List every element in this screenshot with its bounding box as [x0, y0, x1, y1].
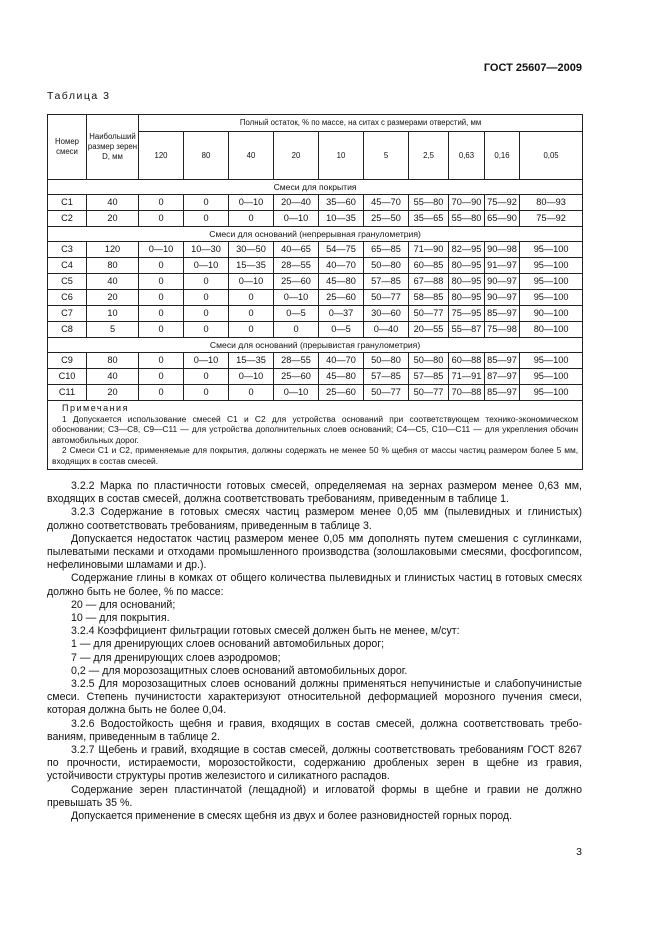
table-cell: 50—80: [409, 353, 449, 369]
table-cell: 40—70: [319, 353, 364, 369]
table-cell: 40: [87, 195, 139, 211]
table-row: [48, 353, 583, 369]
section-title: Смеси для оснований (прерывистая гранулометрия): [48, 338, 583, 353]
table-cell: 45—80: [319, 369, 364, 385]
table-row: [48, 306, 583, 322]
table-cell: 20: [87, 385, 139, 401]
paragraph: Допускается недостаток частиц размером менее 0,05 мм дополнять путем смешения с суглинками, пылеватыми песками и отходами промышленного производства (золошлаковыми смесями, фосфогипсом, нефелиновыми шламами и др.).: [47, 532, 582, 572]
table-cell: 25—60: [274, 369, 319, 385]
table-cell: 95—100: [520, 369, 583, 385]
table-cell: 95—100: [520, 242, 583, 258]
table-cell: 35—65: [409, 211, 449, 227]
table-cell: 0—10: [229, 369, 274, 385]
col-residue-header: Полный остаток, % по массе, на ситах с размерами отверстий, мм: [139, 115, 583, 132]
table-cell: 5: [87, 322, 139, 338]
table-cell: 0: [139, 211, 184, 227]
table-cell: 55—80: [449, 211, 485, 227]
paragraph: 7 — для дренирующих слоев аэродромов;: [71, 651, 281, 664]
table-cell: 80—95: [449, 290, 485, 306]
table-cell: 80—93: [520, 195, 583, 211]
table-cell: 0: [184, 290, 229, 306]
table-cell: 0: [139, 274, 184, 290]
table-cell: 25—60: [319, 290, 364, 306]
mix-id-cell: С2: [48, 211, 87, 227]
table-cell: 60—88: [449, 353, 485, 369]
table-body: [48, 180, 583, 401]
mix-id-cell: С7: [48, 306, 87, 322]
table-cell: 0: [139, 322, 184, 338]
table-cell: 75—95: [449, 306, 485, 322]
mix-id-cell: С9: [48, 353, 87, 369]
table-cell: 30—50: [229, 242, 274, 258]
table-cell: 0—37: [319, 306, 364, 322]
table-cell: 0: [184, 211, 229, 227]
table-row: [48, 274, 583, 290]
table-row: [48, 195, 583, 211]
sieve-header-cell: 2,5: [409, 132, 449, 180]
table-caption: Таблица 3: [47, 90, 111, 102]
table-cell: 40—65: [274, 242, 319, 258]
section-title: Смеси для оснований (непрерывная гранулометрия): [48, 227, 583, 242]
table-cell: 55—80: [409, 195, 449, 211]
col-size-header: Наибольший размер зерен D, мм: [87, 115, 139, 180]
table-cell: 70—88: [449, 385, 485, 401]
table-cell: 10—30: [184, 242, 229, 258]
mix-id-cell: С6: [48, 290, 87, 306]
paragraph: 1 — для дренирующих слоев оснований автомобильных дорог;: [71, 638, 385, 651]
table-cell: 0: [229, 322, 274, 338]
sieve-header-cell: 0,16: [485, 132, 520, 180]
table-row: [48, 322, 583, 338]
table-cell: 57—85: [409, 369, 449, 385]
table-cell: 0: [184, 195, 229, 211]
table-cell: 0: [184, 274, 229, 290]
table-cell: 25—60: [319, 385, 364, 401]
sieve-header-cell: 120: [139, 132, 184, 180]
table-cell: 0—10: [229, 195, 274, 211]
table-cell: 95—100: [520, 258, 583, 274]
sieve-header-cell: 20: [274, 132, 319, 180]
table-cell: 85—97: [485, 306, 520, 322]
paragraph: 10 — для покрытия.: [71, 612, 170, 625]
table-cell: 40: [87, 274, 139, 290]
table-cell: 0: [184, 385, 229, 401]
note-1: 1 Допускается использование смесей С1 и С2 для устройства оснований при соответствующем технико-экономическом обосновании; С3—С8, С9—С11 — для устройства дополнительных слоев оснований; С4—С5, С10—С11 — для укрепления обочин автомобильных дорог.: [52, 413, 579, 445]
mix-id-cell: С1: [48, 195, 87, 211]
table-cell: 50—77: [364, 385, 409, 401]
table-cell: 60—85: [409, 258, 449, 274]
table-cell: 0: [229, 211, 274, 227]
table-cell: 40: [87, 369, 139, 385]
table-cell: 20—40: [274, 195, 319, 211]
table-cell: 50—77: [364, 290, 409, 306]
paragraph: 3.2.7 Щебень и гравий, входящие в состав смесей, должны соответствовать требованиям ГОСТ 8267 по прочности, истираемости, морозостойкости, содержанию дробленых зерен в щебне из гравия, устойчивости структуры против железистого и силикатного распадов.: [47, 744, 582, 783]
paragraph: 3.2.2 Марка по пластичности готовых смесей, определяемая на зернах размером менее 0,63 мм, входящих в состав смесей, должна соответствовать требованиям, приведенным в таблице 1.: [47, 480, 582, 506]
table-row: [48, 211, 583, 227]
paragraph: Допускается применение в смесях щебня из двух и более разновидностей горных пород.: [71, 810, 513, 823]
table-cell: 20—55: [409, 322, 449, 338]
sieve-header-cell: 40: [229, 132, 274, 180]
table-row: [48, 242, 583, 258]
table-cell: 87—97: [485, 369, 520, 385]
paragraph: 3.2.4 Коэффициент фильтрации готовых смесей должен быть не менее, м/сут:: [71, 625, 460, 638]
table-cell: 0: [139, 306, 184, 322]
table-cell: 75—92: [485, 195, 520, 211]
table-cell: 50—77: [409, 306, 449, 322]
table-cell: 28—55: [274, 353, 319, 369]
sieve-header-cell: 10: [319, 132, 364, 180]
paragraph: 0,2 — для морозозащитных слоев оснований автомобильных дорог.: [71, 664, 408, 677]
mix-id-cell: С10: [48, 369, 87, 385]
table-cell: 90—97: [485, 274, 520, 290]
table-cell: 20: [87, 211, 139, 227]
table-cell: 30—60: [364, 306, 409, 322]
table-cell: 15—35: [229, 258, 274, 274]
table-cell: 57—85: [364, 369, 409, 385]
page-number: 3: [576, 846, 582, 858]
table-cell: 0—10: [274, 385, 319, 401]
table-cell: 0: [184, 369, 229, 385]
table-cell: 45—70: [364, 195, 409, 211]
table-cell: 50—77: [409, 385, 449, 401]
table-cell: 55—87: [449, 322, 485, 338]
table-cell: 95—100: [520, 353, 583, 369]
table-cell: 0—10: [139, 242, 184, 258]
section-title: Смеси для покрытия: [48, 180, 583, 195]
table-cell: 91—97: [485, 258, 520, 274]
table-row: [48, 258, 583, 274]
table-cell: 0—10: [184, 258, 229, 274]
mix-id-cell: С8: [48, 322, 87, 338]
table-cell: 54—75: [319, 242, 364, 258]
section-row: [48, 338, 583, 353]
table-cell: 80: [87, 353, 139, 369]
table-cell: 0: [139, 195, 184, 211]
notes-title: Примечания: [62, 403, 129, 413]
document-code: ГОСТ 25607—2009: [483, 62, 582, 74]
col-mix-header: Номер смеси: [48, 115, 87, 180]
table-row: [48, 290, 583, 306]
table-cell: 95—100: [520, 290, 583, 306]
table-cell: 85—97: [485, 385, 520, 401]
table-cell: 35—60: [319, 195, 364, 211]
mix-id-cell: С5: [48, 274, 87, 290]
table-cell: 0: [139, 353, 184, 369]
table-cell: 0: [229, 290, 274, 306]
table-cell: 70—90: [449, 195, 485, 211]
table-cell: 25—60: [274, 274, 319, 290]
table-cell: 0—5: [319, 322, 364, 338]
table-cell: 0: [229, 385, 274, 401]
table-cell: 95—100: [520, 274, 583, 290]
mix-id-cell: С3: [48, 242, 87, 258]
table-cell: 0—10: [274, 211, 319, 227]
sieve-header-cell: 0,05: [520, 132, 583, 180]
table-cell: 0: [139, 385, 184, 401]
table-cell: 120: [87, 242, 139, 258]
table-cell: 50—80: [364, 258, 409, 274]
table-cell: 80—95: [449, 258, 485, 274]
table-cell: 67—88: [409, 274, 449, 290]
section-row: [48, 227, 583, 242]
paragraph: Содержание зерен пластинчатой (лещадной) и игловатой формы в щебне и гравии не должно превышать 35 %.: [47, 783, 582, 809]
table-cell: 75—98: [485, 322, 520, 338]
table-cell: 0—10: [274, 290, 319, 306]
table-cell: 71—91: [449, 369, 485, 385]
table-cell: 90—98: [485, 242, 520, 258]
table-cell: 95—100: [520, 385, 583, 401]
table-cell: 0: [229, 306, 274, 322]
paragraph: 3.2.5 Для морозозащитных слоев оснований должны применяться непучинистые и слабопучинистые смеси. Степень пучинистости характеризуют относительной деформацией морозного пучения смеси, которая должна быть не более 0,04.: [47, 678, 582, 717]
table-cell: 0: [274, 322, 319, 338]
table-cell: 50—80: [364, 353, 409, 369]
table-cell: 0: [184, 322, 229, 338]
table-cell: 82—95: [449, 242, 485, 258]
table-notes: [48, 401, 583, 470]
table-row: [48, 369, 583, 385]
note-2: 2 Смеси С1 и С2, применяемые для покрытия, должны содержать не менее 50 % щебня от массы частиц размером более 5 мм, входящих в состав смесей.: [52, 445, 579, 466]
table-cell: 0: [139, 290, 184, 306]
table-cell: 58—85: [409, 290, 449, 306]
table-cell: 0—40: [364, 322, 409, 338]
table-cell: 25—50: [364, 211, 409, 227]
sieve-header-cell: 80: [184, 132, 229, 180]
table-cell: 75—92: [520, 211, 583, 227]
table-cell: 80: [87, 258, 139, 274]
body-text: [47, 480, 582, 823]
mix-id-cell: С4: [48, 258, 87, 274]
paragraph: 3.2.6 Водостойкость щебня и гравия, входящих в состав смесей, должна соответствовать требованиям, приведенным в таблице 2.: [47, 717, 582, 743]
table-cell: 0: [139, 258, 184, 274]
mix-grading-table: [47, 114, 583, 470]
table-cell: 15—35: [229, 353, 274, 369]
sieve-header-cell: 0,63: [449, 132, 485, 180]
table-cell: 40—70: [319, 258, 364, 274]
table-cell: 90—97: [485, 290, 520, 306]
table-cell: 85—97: [485, 353, 520, 369]
table-cell: 0—5: [274, 306, 319, 322]
table-cell: 71—90: [409, 242, 449, 258]
table-row: [48, 385, 583, 401]
mix-id-cell: С11: [48, 385, 87, 401]
sieve-header-cell: 5: [364, 132, 409, 180]
table-cell: 10: [87, 306, 139, 322]
table-cell: 20: [87, 290, 139, 306]
table-cell: 45—80: [319, 274, 364, 290]
table-cell: 80—95: [449, 274, 485, 290]
table-cell: 65—85: [364, 242, 409, 258]
table-cell: 0—10: [229, 274, 274, 290]
paragraph: Содержание глины в комках от общего количества пылевидных и глинистых частиц в готовых смесях должно быть не более, % по массе:: [47, 572, 582, 598]
section-row: [48, 180, 583, 195]
table-cell: 65—90: [485, 211, 520, 227]
table-cell: 0: [184, 306, 229, 322]
table-cell: 28—55: [274, 258, 319, 274]
table-cell: 0: [139, 369, 184, 385]
table-cell: 57—85: [364, 274, 409, 290]
table-cell: 80—100: [520, 322, 583, 338]
table-cell: 90—100: [520, 306, 583, 322]
table-cell: 0—10: [184, 353, 229, 369]
paragraph: 20 — для оснований;: [71, 598, 176, 611]
paragraph: 3.2.3 Содержание в готовых смесях частиц размером менее 0,05 мм (пылевидных и глинистых) должно соответствовать требованиям, приведенным в таблице 3.: [47, 506, 582, 532]
table-cell: 10—35: [319, 211, 364, 227]
